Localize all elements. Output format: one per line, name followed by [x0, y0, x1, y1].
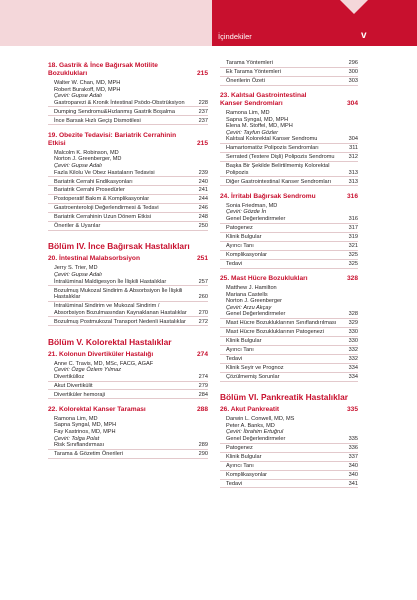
toc-entry[interactable]: [48, 374, 208, 382]
toc-entry[interactable]: [220, 136, 358, 144]
section-heading[interactable]: [48, 62, 208, 78]
toc-entry-page: 304: [348, 136, 358, 143]
toc-entry[interactable]: [220, 338, 358, 346]
toc-entry-title: Ek Tarama Yöntemleri: [226, 68, 281, 75]
toc-entry-title: Genel Değerlendirmeler: [226, 311, 286, 318]
toc-entry-title: Çözülmemiş Sorunlar: [226, 374, 280, 381]
toc-entry[interactable]: [220, 252, 358, 260]
toc-entry-page: 340: [348, 462, 358, 469]
toc-entry-title: Fazla Kilolu Ve Obez Hastaların Tedavisi: [54, 169, 155, 176]
toc-entry[interactable]: [220, 311, 358, 319]
toc-entry[interactable]: [220, 356, 358, 364]
toc-entry-page: 328: [348, 311, 358, 318]
toc-entry-page: 319: [348, 234, 358, 240]
toc-entry[interactable]: [48, 170, 208, 178]
toc-entry[interactable]: [220, 225, 358, 233]
section-heading[interactable]: [48, 406, 208, 414]
toc-entry[interactable]: [220, 69, 358, 77]
toc-entry-title: Öneriler & Uyarılar: [54, 223, 101, 230]
left-column: [48, 60, 208, 463]
toc-entry-title: Risk Sınıflandırması: [54, 442, 105, 449]
toc-entry[interactable]: [48, 319, 208, 327]
toc-entry-page: 279: [198, 382, 208, 389]
toc-entry-page: 311: [349, 145, 358, 152]
translator-name: Çeviri: Gupse Adalı: [54, 93, 102, 100]
author-name: Ramona Lim, MD: [54, 415, 98, 422]
toc-entry-title: İnce Barsak Hızlı Geçiş Dismotilesi: [54, 117, 141, 124]
toc-entry[interactable]: [48, 196, 208, 204]
toc-entry-page: 337: [348, 453, 358, 460]
author-name: Sapna Syngal, MD, MPH: [54, 422, 117, 429]
toc-entry-page: 313: [348, 178, 358, 185]
toc-entry[interactable]: [48, 223, 208, 231]
toc-entry-title: Tarama Yöntemleri: [226, 60, 273, 66]
toc-entry-title: Genel Değerlendirmeler: [226, 435, 286, 442]
toc-entry-page: 334: [348, 365, 358, 372]
toc-entry-page: 244: [198, 196, 208, 203]
author-name: Anne C. Travis, MD, MSc, FACG, AGAF: [54, 360, 154, 367]
section-heading[interactable]: [220, 406, 358, 414]
toc-entry-page: 237: [198, 117, 208, 124]
toc-entry[interactable]: [220, 472, 358, 480]
toc-entry[interactable]: [220, 463, 358, 471]
spacer: [48, 127, 208, 130]
toc-entry-title: Gastroenteroloji Değerlendirmesi & Tedavi: [54, 205, 159, 212]
author-name: Jerry S. Trier, MD: [54, 265, 98, 272]
author-name: Peter A. Banks, MD: [226, 422, 275, 429]
toc-entry[interactable]: [48, 100, 208, 108]
toc-entry-title: Klinik Bulgular: [226, 234, 262, 240]
toc-entry[interactable]: [220, 243, 358, 251]
section-page: 215: [196, 70, 208, 77]
toc-entry[interactable]: [48, 383, 208, 391]
toc-entry[interactable]: [220, 179, 358, 187]
toc-entry[interactable]: [220, 347, 358, 355]
spacer: [220, 383, 358, 386]
toc-entry-title: Bariatrik Cerrahi Prosedürler: [54, 187, 125, 194]
toc-entry[interactable]: [220, 329, 358, 337]
toc-entry-title: Ayırıcı Tanı: [226, 462, 254, 469]
toc-entry-title: İntralüminal Sindirim ve Mukozal Sindirim / Absorbsiyon Bozulmasından Kaynaklanan Hastalıklar: [54, 303, 187, 316]
section-title: 21. Kolonun Divertiküler Hastalığı: [48, 350, 154, 358]
toc-entry-page: 296: [348, 60, 358, 66]
toc-entry-title: Divertiküler hemoraji: [54, 391, 105, 398]
author-list: [48, 80, 208, 100]
toc-entry-title: Genel Değerlendirmeler: [226, 216, 286, 223]
spacer: [220, 87, 358, 90]
toc-entry[interactable]: [220, 145, 358, 153]
translator-name: Çeviri: Arzu Akçay: [226, 304, 272, 311]
toc-entry-title: Mast Hücre Bozukluklarının Sınıflandırılması: [226, 320, 337, 327]
translator-name: Çeviri: İbrahim Ertuğrul: [226, 429, 284, 436]
banner-notch: [340, 0, 368, 14]
toc-entry-page: 228: [198, 99, 208, 106]
toc-entry-title: Komplikasyonlar: [226, 471, 268, 478]
toc-entry-title: Patogenez: [226, 444, 253, 451]
author-list: [48, 265, 208, 278]
toc-entry-title: Postoperatif Bakım & Komplikasyonlar: [54, 196, 150, 203]
toc-entry[interactable]: [220, 365, 358, 373]
toc-entry-title: Dumping Sendromu&Hızlanmış Gastrik Boşalma: [54, 108, 175, 115]
spacer: [48, 401, 208, 404]
toc-entry-title: Bozulmuş Postmukozal Transport Nedenli Hastalıklar: [54, 318, 186, 325]
toc-entry-page: 325: [348, 260, 358, 267]
toc-entry-title: Patogenez: [226, 225, 253, 232]
author-name: Sapna Syngal, MD, MPH: [226, 116, 289, 123]
section-page: 215: [196, 139, 208, 147]
toc-entry-title: Kalıtsal Kolorektal Kanser Sendromu: [226, 136, 318, 143]
section-page: 251: [196, 255, 208, 263]
author-list: [220, 203, 358, 216]
toc-entry-title: Bozulmuş Mukozal Sindirim & Absorbsiyon İle İlişkili Hastalıklar: [54, 287, 183, 301]
author-name: Elena M. Stoffel, MD, MPH: [226, 123, 293, 130]
toc-entry-page: 257: [198, 278, 208, 285]
author-list: [48, 416, 208, 442]
toc-entry[interactable]: [220, 374, 358, 382]
section-page: 274: [196, 350, 208, 358]
section-title: 18. Gastrik & İnce Bağırsak Motilite Bozuklukları: [48, 62, 158, 77]
section-title: 26. Akut Pankreatit: [220, 406, 280, 414]
toc-entry-title: Ayırıcı Tanı: [226, 242, 254, 249]
toc-entry[interactable]: [220, 445, 358, 453]
author-name: Walter W. Chan, MD, MPH: [54, 80, 121, 86]
section-heading[interactable]: [220, 275, 358, 283]
toc-entry-page: 284: [198, 391, 208, 398]
section-title: 22. Kolorektal Kanser Taraması: [48, 405, 146, 413]
toc-entry[interactable]: [48, 214, 208, 222]
toc-entry-page: 274: [198, 373, 208, 380]
toc-entry[interactable]: [220, 163, 358, 177]
toc-entry[interactable]: [48, 205, 208, 213]
toc-entry-title: Tedavi: [226, 356, 243, 363]
section-heading[interactable]: [220, 92, 358, 108]
section-heading[interactable]: [220, 193, 358, 201]
toc-entry[interactable]: [48, 179, 208, 187]
toc-entry-title: Başka Bir Şekilde Belirtilmemiş Kolorektal Polipozis: [226, 163, 330, 176]
spacer: [48, 328, 208, 331]
toc-entry-title: Tedavi: [226, 480, 243, 487]
toc-entry-page: 332: [348, 347, 358, 354]
toc-entry-title: Akut Divertikülit: [54, 382, 93, 389]
toc-entry-page: 329: [348, 320, 358, 327]
author-name: Sonia Friedman, MD: [226, 202, 278, 209]
toc-entry-page: 332: [348, 356, 358, 363]
section-page: 304: [346, 99, 358, 107]
toc-entry-page: 316: [348, 216, 358, 223]
toc-entry-title: Bariatrik Cerrahi Endikasyonları: [54, 178, 133, 185]
part-heading: Bölüm VI. Pankreatik Hastalıklar: [220, 392, 349, 403]
toc-entry-page: 272: [198, 318, 208, 325]
author-name: Darwin L. Conwell, MD, MS: [226, 416, 295, 423]
toc-entry-page: 330: [348, 329, 358, 336]
section-heading[interactable]: [48, 351, 208, 359]
section-heading[interactable]: [48, 132, 208, 148]
toc-entry-page: 289: [198, 442, 208, 449]
toc-entry[interactable]: [48, 451, 208, 459]
toc-entry-page: 334: [348, 374, 358, 381]
toc-entry-page: 341: [348, 480, 358, 487]
spacer: [220, 188, 358, 191]
toc-entry[interactable]: [48, 303, 208, 317]
author-name: Matthew J. Hamilton: [226, 284, 277, 291]
page-number-letter: v: [361, 30, 367, 41]
spacer: [48, 460, 208, 463]
toc-entry-page: 313: [348, 169, 358, 176]
toc-entry-page: 312: [348, 154, 358, 161]
author-list: [220, 110, 358, 136]
toc-entry-page: 325: [348, 251, 358, 258]
toc-entry[interactable]: [48, 392, 208, 400]
toc-entry-title: Önerilerin Özeti: [226, 77, 265, 84]
toc-entry[interactable]: [48, 442, 208, 450]
toc-entry[interactable]: [48, 187, 208, 195]
translator-name: Çeviri: Tayfun Gözler: [226, 129, 279, 136]
toc-entry-page: 270: [198, 309, 208, 316]
toc-entry-page: 248: [198, 214, 208, 221]
translator-name: Çeviri: Tolga Polat: [54, 435, 100, 442]
top-banner: [0, 0, 417, 46]
toc-entry[interactable]: [220, 320, 358, 328]
section-title: 25. Mast Hücre Bozuklukları: [220, 274, 308, 282]
author-list: [220, 285, 358, 311]
toc-entry-page: 246: [198, 205, 208, 212]
toc-entry-page: 239: [198, 169, 208, 176]
toc-entry-page: 300: [348, 68, 358, 75]
toc-entry-page: 317: [348, 225, 358, 232]
toc-entry-title: Serrated (Testere Dişli) Polipozis Sendromu: [226, 154, 335, 161]
toc-entry[interactable]: [220, 216, 358, 224]
toc-entry-page: 240: [198, 178, 208, 185]
section-page: 288: [196, 405, 208, 413]
toc-entry-title: Bariatrik Cerrahinin Uzun Dönem Etkisi: [54, 214, 151, 221]
toc-entry-title: Divertikülloz: [54, 373, 85, 380]
toc-entry-page: 241: [198, 187, 208, 194]
toc-entry-page: 290: [198, 451, 208, 458]
toc-entry-title: Tarama & Gözetim Önerileri: [54, 451, 124, 458]
author-name: Fay Kastrinos, MD, MPH: [54, 429, 116, 436]
author-name: Norton J. Greenberger, MD: [54, 156, 122, 163]
section-title: 19. Obezite Tedavisi: Bariatrik Cerrahinin Etkisi: [48, 131, 177, 147]
spacer: [48, 232, 208, 235]
author-name: Robert Burakoff, MD, MPH: [54, 86, 121, 93]
section-page: 328: [346, 274, 358, 282]
author-name: Norton J. Greenberger: [226, 298, 282, 305]
toc-entry-title: Tedavi: [226, 260, 243, 267]
toc-entry-page: 237: [198, 108, 208, 115]
section-heading[interactable]: [48, 255, 208, 263]
toc-entry-page: 340: [348, 471, 358, 478]
toc-entry-title: Mast Hücre Bozukluklarının Patogenezi: [226, 329, 324, 336]
spacer: [220, 490, 358, 493]
toc-entry-title: Klinik Seyir ve Prognoz: [226, 365, 284, 372]
toc-entry[interactable]: [220, 436, 358, 444]
part-heading: Bölüm IV. İnce Bağırsak Hastalıkları: [48, 241, 190, 252]
section-page: 335: [346, 406, 358, 414]
toc-entry[interactable]: [220, 234, 358, 242]
toc-entry[interactable]: [48, 118, 208, 126]
toc-entry[interactable]: [220, 481, 358, 489]
section-title: 23. Kalıtsal Gastrointestinal Kanser Sendromları: [220, 91, 307, 107]
toc-entry[interactable]: [220, 261, 358, 269]
translator-name: Çeviri: Gözde İn: [226, 209, 267, 216]
toc-entry[interactable]: [48, 109, 208, 117]
right-column: [220, 60, 358, 493]
toc-entry-title: Komplikasyonlar: [226, 251, 268, 258]
author-list: [48, 150, 208, 170]
page-title: İçindekiler: [218, 32, 252, 41]
toc-entry-page: 321: [348, 242, 358, 249]
section-page: 316: [346, 192, 358, 200]
toc-entry[interactable]: [220, 454, 358, 462]
toc-entry-title: Klinik Bulgular: [226, 338, 262, 345]
author-list: [220, 416, 358, 436]
toc-entry[interactable]: [220, 154, 358, 162]
section-title: 20. İntestinal Malabsorbsiyon: [48, 255, 140, 263]
toc-entry-page: 260: [198, 294, 208, 301]
toc-entry-page: 336: [348, 444, 358, 451]
translator-name: Çeviri: Özge Özlem Yılmaz: [54, 367, 122, 374]
toc-entry-title: İntralüminal Maldigesyon İle İlişkili Hastalıklar: [54, 278, 167, 285]
toc-entry[interactable]: [48, 288, 208, 302]
author-name: Mariana Castells: [226, 291, 268, 298]
author-list: [48, 361, 208, 374]
toc-entry[interactable]: [48, 279, 208, 287]
section-title: 24. İrritabl Bağırsak Sendromu: [220, 192, 316, 200]
author-name: Malcolm K. Robinson, MD: [54, 149, 119, 156]
toc-entry-title: Ayırıcı Tanı: [226, 347, 254, 354]
author-name: Ramona Lim, MD: [226, 109, 270, 116]
translator-name: Çeviri: Gupse Adalı: [54, 162, 102, 169]
toc-entry[interactable]: [220, 78, 358, 86]
toc-entry-page: 330: [348, 338, 358, 345]
toc-entry-page: 250: [198, 223, 208, 230]
toc-entry-title: Klinik Bulgular: [226, 453, 262, 460]
toc-entry-title: Hamartomatöz Polipozis Sendromları: [226, 145, 319, 152]
toc-entry-title: Diğer Gastrointestinal Kanser Sendromları: [226, 178, 332, 185]
toc-entry-page: 303: [348, 77, 358, 84]
translator-name: Çeviri: Gupse Adalı: [54, 272, 102, 278]
part-heading: Bölüm V. Kolorektal Hastalıklar: [48, 336, 172, 347]
spacer: [220, 270, 358, 273]
toc-entry-page: 335: [348, 435, 358, 442]
toc-entry[interactable]: [220, 60, 358, 68]
toc-entry-title: Gastroparezi & Kronik İntestinal Psödo-Obstrüksiyon: [54, 99, 185, 106]
